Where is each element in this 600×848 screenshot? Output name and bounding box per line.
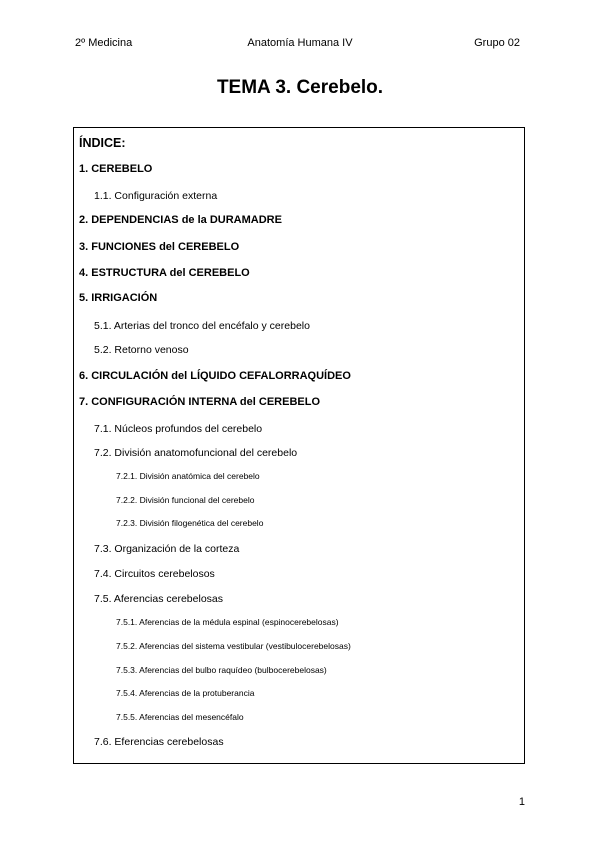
toc-entry: 7.4. Circuitos cerebelosos [94, 568, 215, 580]
toc-entry: 7.6. Eferencias cerebelosas [94, 736, 224, 748]
toc-entry: 7.2.1. División anatómica del cerebelo [116, 471, 260, 481]
toc-entry: 7.1. Núcleos profundos del cerebelo [94, 423, 263, 435]
document-title: TEMA 3. Cerebelo. [216, 77, 384, 98]
page-number: 1 [518, 796, 525, 808]
header-group: Grupo 02 [474, 37, 520, 49]
toc-entry: 7.2. División anatomofuncional del cerebelo [94, 447, 298, 459]
header-course: Anatomía Humana IV [247, 37, 353, 49]
toc-entry: 7.2.2. División funcional del cerebelo [116, 495, 255, 505]
toc-entry: 2. DEPENDENCIAS de la DURAMADRE [79, 214, 282, 226]
toc-entry: 7.5.4. Aferencias de la protuberancia [116, 688, 255, 698]
toc-entry: 6. CIRCULACIÓN del LÍQUIDO CEFALORRAQUÍDEO [79, 370, 351, 382]
toc-entry: 7.3. Organización de la corteza [94, 543, 240, 555]
toc-entry: 7.5.5. Aferencias del mesencéfalo [116, 712, 244, 722]
table-of-contents [73, 127, 525, 764]
toc-entry: 7.5.2. Aferencias del sistema vestibular (vestibulocerebelosas) [116, 641, 351, 651]
toc-heading: ÍNDICE: [79, 136, 126, 150]
toc-entry: 7.5.1. Aferencias de la médula espinal (espinocerebelosas) [116, 617, 339, 627]
toc-entry: 4. ESTRUCTURA del CEREBELO [79, 267, 250, 279]
toc-entry: 7.2.3. División filogenética del cerebelo [116, 518, 264, 528]
toc-entry: 1.1. Configuración externa [94, 190, 218, 202]
toc-entry: 7.5.3. Aferencias del bulbo raquídeo (bulbocerebelosas) [116, 665, 327, 675]
header-year: 2º Medicina [75, 37, 133, 49]
toc-entry: 5. IRRIGACIÓN [79, 292, 158, 304]
toc-entry: 3. FUNCIONES del CEREBELO [79, 241, 240, 253]
toc-entry: 1. CEREBELO [79, 163, 153, 175]
toc-entry: 7. CONFIGURACIÓN INTERNA del CEREBELO [79, 396, 320, 408]
toc-entry: 5.1. Arterias del tronco del encéfalo y cerebelo [94, 320, 310, 332]
toc-entry: 7.5. Aferencias cerebelosas [94, 593, 223, 605]
toc-entry: 5.2. Retorno venoso [94, 344, 189, 356]
